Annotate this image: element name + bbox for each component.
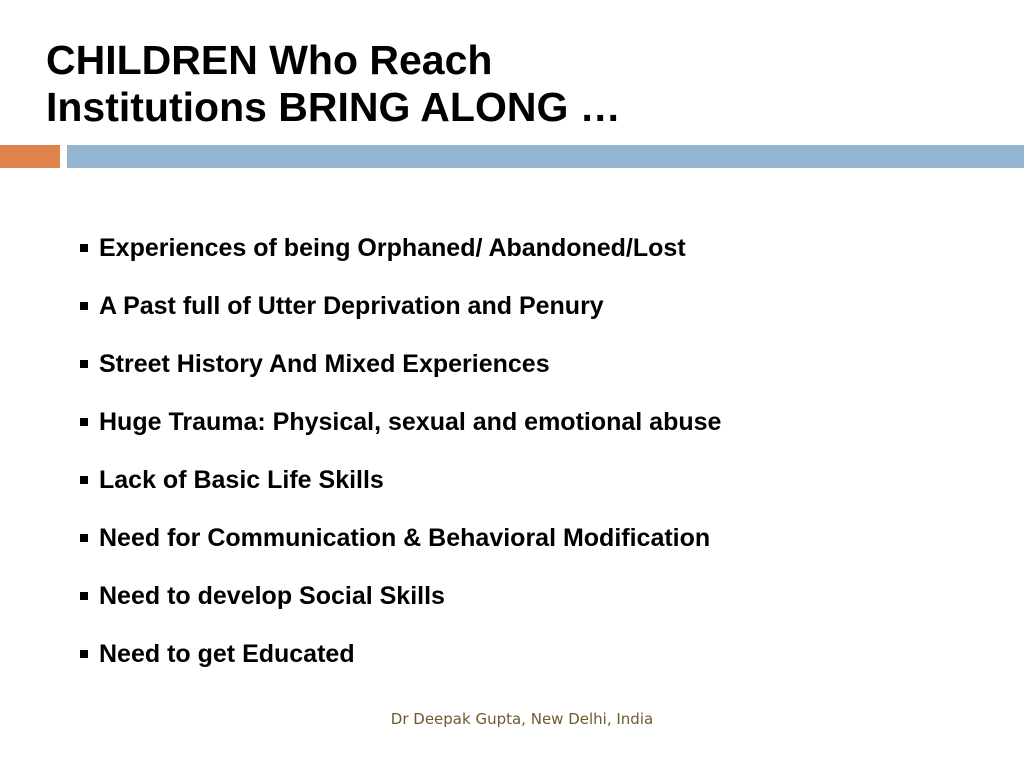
bullet-text: A Past full of Utter Deprivation and Penury bbox=[99, 291, 604, 320]
square-bullet-icon bbox=[80, 302, 88, 310]
bullet-text: Need to develop Social Skills bbox=[99, 581, 445, 610]
title-rule-blue bbox=[67, 145, 1024, 168]
square-bullet-icon bbox=[80, 592, 88, 600]
bullet-item-trauma bbox=[80, 393, 721, 451]
bullet-item-educated bbox=[80, 625, 721, 683]
square-bullet-icon bbox=[80, 418, 88, 426]
bullet-item-street-history bbox=[80, 335, 721, 393]
bullet-item-orphaned bbox=[80, 219, 721, 277]
bullet-item-communication bbox=[80, 509, 721, 567]
bullet-text: Lack of Basic Life Skills bbox=[99, 465, 384, 494]
title-rule-orange bbox=[0, 145, 60, 168]
bullet-list bbox=[80, 219, 721, 683]
square-bullet-icon bbox=[80, 476, 88, 484]
square-bullet-icon bbox=[80, 244, 88, 252]
bullet-text: Huge Trauma: Physical, sexual and emotional abuse bbox=[99, 407, 722, 436]
bullet-item-life-skills bbox=[80, 451, 721, 509]
bullet-text: Need to get Educated bbox=[99, 639, 355, 668]
bullet-item-social-skills bbox=[80, 567, 721, 625]
slide-title-line-2: Institutions BRING ALONG … bbox=[46, 84, 621, 130]
square-bullet-icon bbox=[80, 534, 88, 542]
bullet-text: Experiences of being Orphaned/ Abandoned/Lost bbox=[99, 233, 686, 262]
bullet-text: Need for Communication & Behavioral Modification bbox=[99, 523, 711, 552]
square-bullet-icon bbox=[80, 360, 88, 368]
bullet-text: Street History And Mixed Experiences bbox=[99, 349, 550, 378]
slide-footer: Dr Deepak Gupta, New Delhi, India bbox=[390, 710, 654, 728]
slide-title-line-1: CHILDREN Who Reach bbox=[46, 37, 493, 83]
bullet-item-deprivation bbox=[80, 277, 721, 335]
square-bullet-icon bbox=[80, 650, 88, 658]
slide-title bbox=[46, 37, 946, 131]
